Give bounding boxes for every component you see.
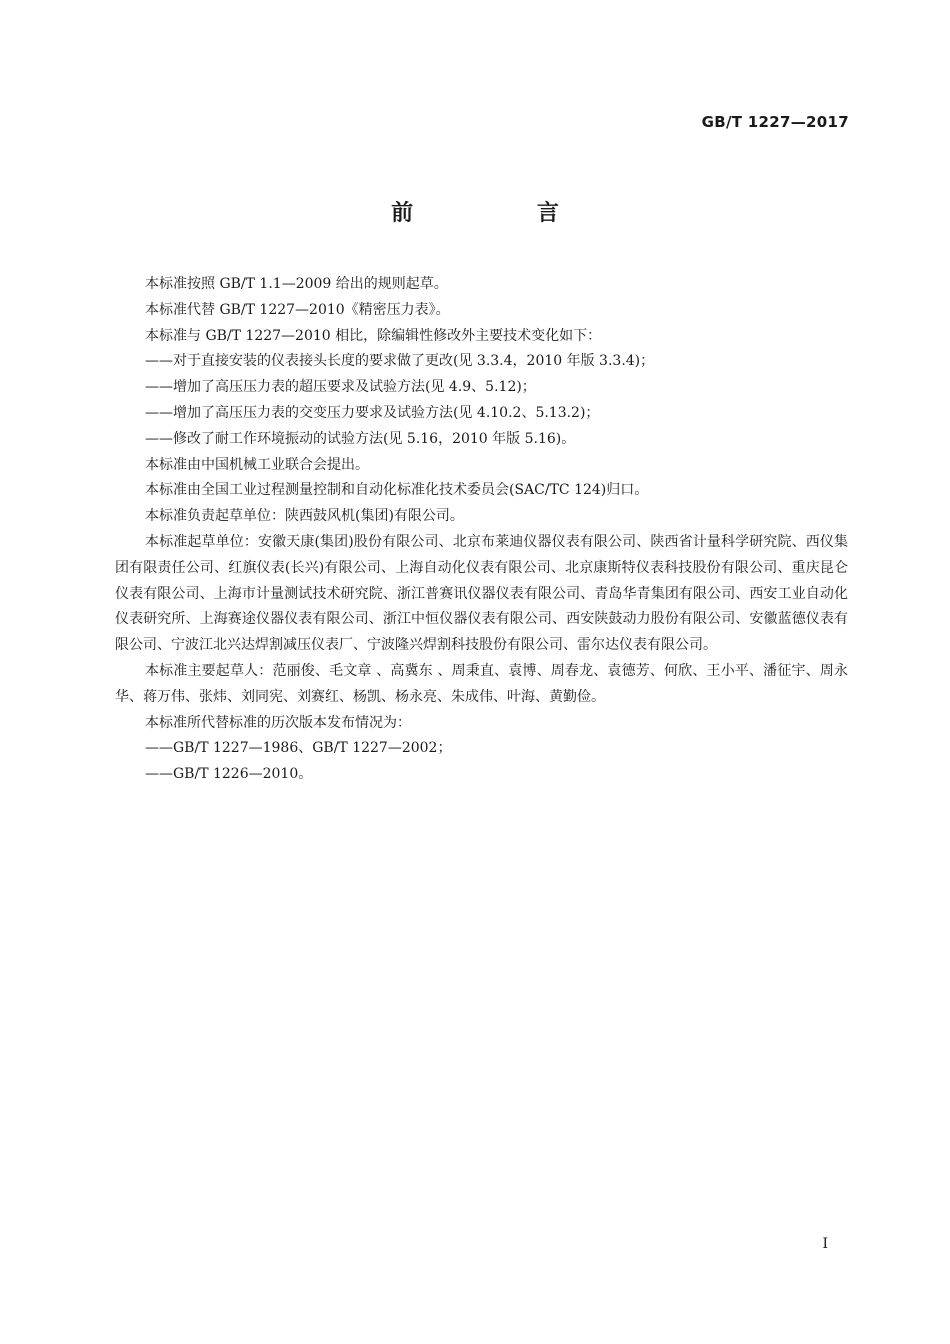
page-number: I (822, 1236, 828, 1252)
list-item: ——增加了高压压力表的交变压力要求及试验方法(见 4.10.2、5.13.2)； (145, 404, 600, 421)
paragraph: 本标准由中国机械工业联合会提出。 (145, 456, 369, 473)
foreword-body (115, 272, 848, 788)
paragraph: 本标准按照 GB/T 1.1—2009 给出的规则起草。 (145, 276, 448, 292)
paragraph: 本标准负责起草单位：陕西鼓风机(集团)有限公司。 (145, 508, 464, 525)
paragraph: 本标准所代替标准的历次版本发布情况为： (145, 714, 411, 731)
paragraph: 本标准与 GB/T 1227—2010 相比，除编辑性修改外主要技术变化如下： (145, 327, 602, 344)
list-item: ——增加了高压压力表的超压要求及试验方法(见 4.9、5.12)； (145, 379, 536, 396)
standard-code: GB/T 1227—2017 (701, 113, 849, 131)
list-item: ——修改了耐工作环境振动的试验方法(见 5.16，2010 年版 5.16)。 (145, 430, 576, 447)
paragraph: 本标准由全国工业过程测量控制和自动化标准化技术委员会(SAC/TC 124)归口。 (145, 482, 649, 499)
list-item: ——对于直接安装的仪表接头长度的要求做了更改(见 3.3.4，2010 年版 3.3.4)； (145, 353, 655, 370)
list-item: ——GB/T 1227—1986、GB/T 1227—2002； (145, 740, 452, 757)
paragraph: 本标准代替 GB/T 1227—2010《精密压力表》。 (145, 301, 450, 318)
page-title: 前 言 (391, 201, 617, 226)
list-item: ——GB/T 1226—2010。 (145, 766, 313, 783)
paragraph: 本标准起草单位：安徽天康(集团)股份有限公司、北京布莱迪仪器仪表有限公司、陕西省计量科学研究院、西仪集团有限责任公司、红旗仪表(长兴)有限公司、上海自动化仪表有限公司、北京康斯特仪表科技股份有限公司、重庆昆仑仪表有限公司、上海市计量测试技术研究院、浙江普赛讯仪器仪表有限公司、青岛华青集团有限公司、西安工业自动化仪表研究所、上海赛途仪器仪表有限公司、浙江中恒仪器仪表有限公司、西安陕鼓动力股份有限公司、安徽蓝德仪表有限公司、宁波江北兴达焊割减压仪表厂、宁波隆兴焊割科技股份有限公司、雷尔达仪表有限公司。 (115, 533, 848, 654)
paragraph: 本标准主要起草人：范丽俊、毛文章 、高冀东 、周秉直、袁博、周春龙、袁德芳、何欣、王小平、潘征宇、周永华、蒋万伟、张炜、刘同宪、刘赛红、杨凯、杨永亮、朱成伟、叶海、黄勤俭。 (115, 662, 848, 705)
